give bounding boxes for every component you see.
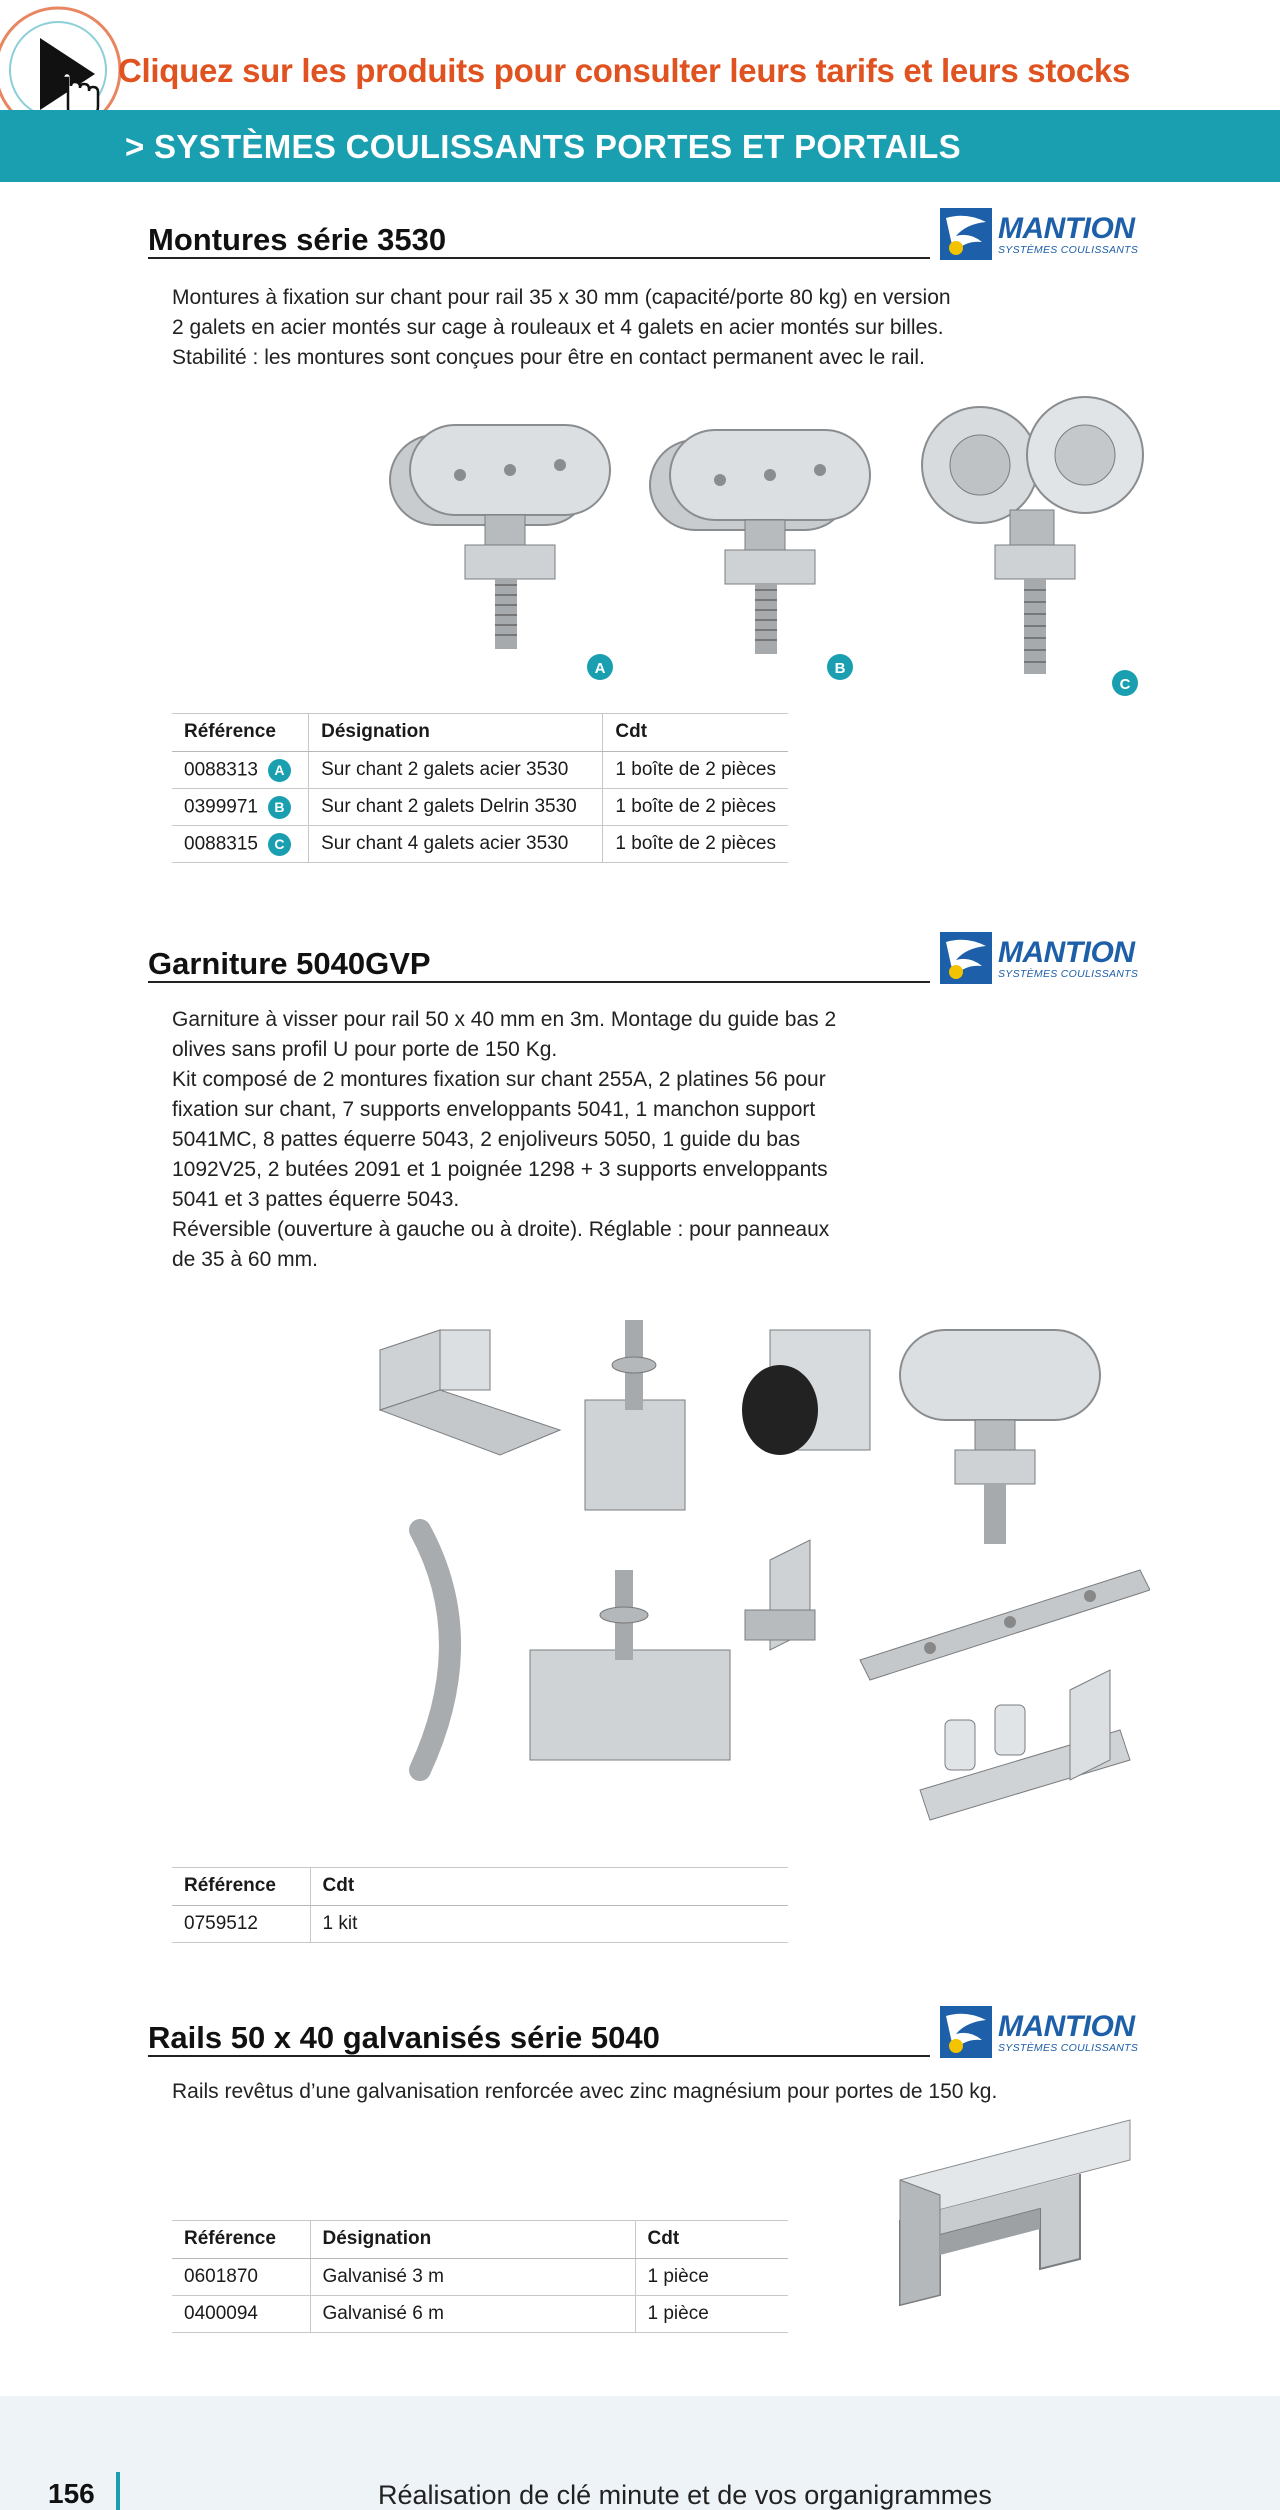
col-header: Désignation xyxy=(309,714,603,752)
brand-name: MANTION xyxy=(998,2010,1135,2043)
title-rule xyxy=(148,2055,930,2057)
footer-text: Réalisation de clé minute et de vos organigrammes xyxy=(378,2480,992,2510)
brand-name: MANTION xyxy=(998,212,1135,245)
col-header: Cdt xyxy=(635,2221,788,2259)
product-description xyxy=(172,283,951,373)
section-title: > SYSTÈMES COULISSANTS PORTES ET PORTAILS xyxy=(125,128,961,165)
table-row[interactable] xyxy=(172,2296,788,2333)
reference-table-rails xyxy=(172,2220,788,2333)
description-line: 5041 et 3 pattes équerre 5043. xyxy=(172,1188,460,1211)
ref-cell[interactable] xyxy=(172,789,309,826)
ref-cell[interactable] xyxy=(172,752,309,789)
cdt-cell: 1 boîte de 2 pièces xyxy=(603,752,788,789)
description-line: 2 galets en acier montés sur cage à rouleaux et 4 galets en acier montés sur billes. xyxy=(172,316,944,339)
col-header: Référence xyxy=(172,714,309,752)
table-row[interactable] xyxy=(172,789,788,826)
mantion-logo-icon xyxy=(940,2006,992,2058)
variant-badge: B xyxy=(268,796,291,819)
reference-table-3530 xyxy=(172,713,788,863)
designation-cell: Galvanisé 3 m xyxy=(310,2259,635,2296)
col-header: Cdt xyxy=(310,1868,788,1906)
product-title-rails-5040[interactable]: Rails 50 x 40 galvanisés série 5040 xyxy=(148,2020,660,2055)
description-line: Montures à fixation sur chant pour rail 35 x 30 mm (capacité/porte 80 kg) en version xyxy=(172,286,951,309)
cdt-cell: 1 pièce xyxy=(635,2259,788,2296)
ref-cell[interactable] xyxy=(172,826,309,863)
title-rule xyxy=(148,257,930,259)
mantion-logo xyxy=(940,932,1140,988)
ref-cell[interactable]: 0601870 xyxy=(172,2259,310,2296)
cdt-cell: 1 kit xyxy=(310,1906,788,1943)
table-row[interactable] xyxy=(172,826,788,863)
ref-value[interactable]: 0399971 xyxy=(184,796,258,818)
col-header: Désignation xyxy=(310,2221,635,2259)
cdt-cell: 1 boîte de 2 pièces xyxy=(603,789,788,826)
description-line: Kit composé de 2 montures fixation sur chant 255A, 2 platines 56 pour xyxy=(172,1068,826,1091)
table-header-row xyxy=(172,714,788,752)
image-label-c: C xyxy=(1119,676,1131,693)
cdt-cell: 1 boîte de 2 pièces xyxy=(603,826,788,863)
brand-tagline: SYSTÈMES COULISSANTS xyxy=(998,968,1139,980)
table-row[interactable] xyxy=(172,2259,788,2296)
product-description xyxy=(172,2077,997,2107)
table-row[interactable] xyxy=(172,752,788,789)
ref-value[interactable]: 0088313 xyxy=(184,759,258,781)
variant-badge: C xyxy=(268,833,291,856)
mantion-logo-icon xyxy=(940,208,992,260)
image-label-a: A xyxy=(594,660,606,677)
mantion-logo-icon xyxy=(940,932,992,984)
page-number-separator xyxy=(116,2472,120,2510)
table-header-row xyxy=(172,2221,788,2259)
description-line: de 35 à 60 mm. xyxy=(172,1248,318,1271)
ref-cell[interactable]: 0400094 xyxy=(172,2296,310,2333)
product-image-a[interactable] xyxy=(370,385,650,685)
col-header: Référence xyxy=(172,2221,310,2259)
table-row[interactable] xyxy=(172,1906,788,1943)
page-number: 156 xyxy=(48,2478,95,2509)
description-line: Réversible (ouverture à gauche ou à droite). Réglable : pour panneaux xyxy=(172,1218,830,1241)
product-image-c[interactable] xyxy=(920,395,1160,705)
image-label-b: B xyxy=(834,660,846,677)
product-title-5040gvp[interactable]: Garniture 5040GVP xyxy=(148,946,431,981)
cta-banner-text[interactable]: Cliquez sur les produits pour consulter leurs tarifs et leurs stocks xyxy=(118,52,1131,89)
description-line: 1092V25, 2 butées 2091 et 1 poignée 1298 + 3 supports enveloppants xyxy=(172,1158,828,1181)
description-line: fixation sur chant, 7 supports enveloppants 5041, 1 manchon support xyxy=(172,1098,816,1121)
col-header: Référence xyxy=(172,1868,310,1906)
rail-image[interactable] xyxy=(880,2110,1140,2310)
mantion-logo xyxy=(940,208,1140,264)
cdt-cell: 1 pièce xyxy=(635,2296,788,2333)
designation-cell: Galvanisé 6 m xyxy=(310,2296,635,2333)
designation-cell: Sur chant 2 galets Delrin 3530 xyxy=(309,789,603,826)
description-line: 5041MC, 8 pattes équerre 5043, 2 enjoliveurs 5050, 1 guide du bas xyxy=(172,1128,801,1151)
title-rule xyxy=(148,981,930,983)
col-header: Cdt xyxy=(603,714,788,752)
table-header-row xyxy=(172,1868,788,1906)
mantion-logo xyxy=(940,2006,1140,2062)
brand-tagline: SYSTÈMES COULISSANTS xyxy=(998,244,1139,256)
ref-cell[interactable]: 0759512 xyxy=(172,1906,310,1943)
kit-image[interactable] xyxy=(370,1310,1150,1830)
product-description xyxy=(172,1005,836,1275)
description-line: olives sans profil U pour porte de 150 Kg. xyxy=(172,1038,558,1061)
ref-value[interactable]: 0088315 xyxy=(184,833,258,855)
description-line: Stabilité : les montures sont conçues pour être en contact permanent avec le rail. xyxy=(172,346,925,369)
product-image-b[interactable] xyxy=(640,385,920,685)
brand-name: MANTION xyxy=(998,936,1135,969)
designation-cell: Sur chant 2 galets acier 3530 xyxy=(309,752,603,789)
brand-tagline: SYSTÈMES COULISSANTS xyxy=(998,2042,1139,2054)
description-line: Rails revêtus d’une galvanisation renforcée avec zinc magnésium pour portes de 150 kg. xyxy=(172,2080,998,2103)
product-title-3530[interactable]: Montures série 3530 xyxy=(148,222,447,257)
variant-badge: A xyxy=(268,759,291,782)
reference-table-5040gvp xyxy=(172,1867,788,1943)
designation-cell: Sur chant 4 galets acier 3530 xyxy=(309,826,603,863)
description-line: Garniture à visser pour rail 50 x 40 mm en 3m. Montage du guide bas 2 xyxy=(172,1008,837,1031)
